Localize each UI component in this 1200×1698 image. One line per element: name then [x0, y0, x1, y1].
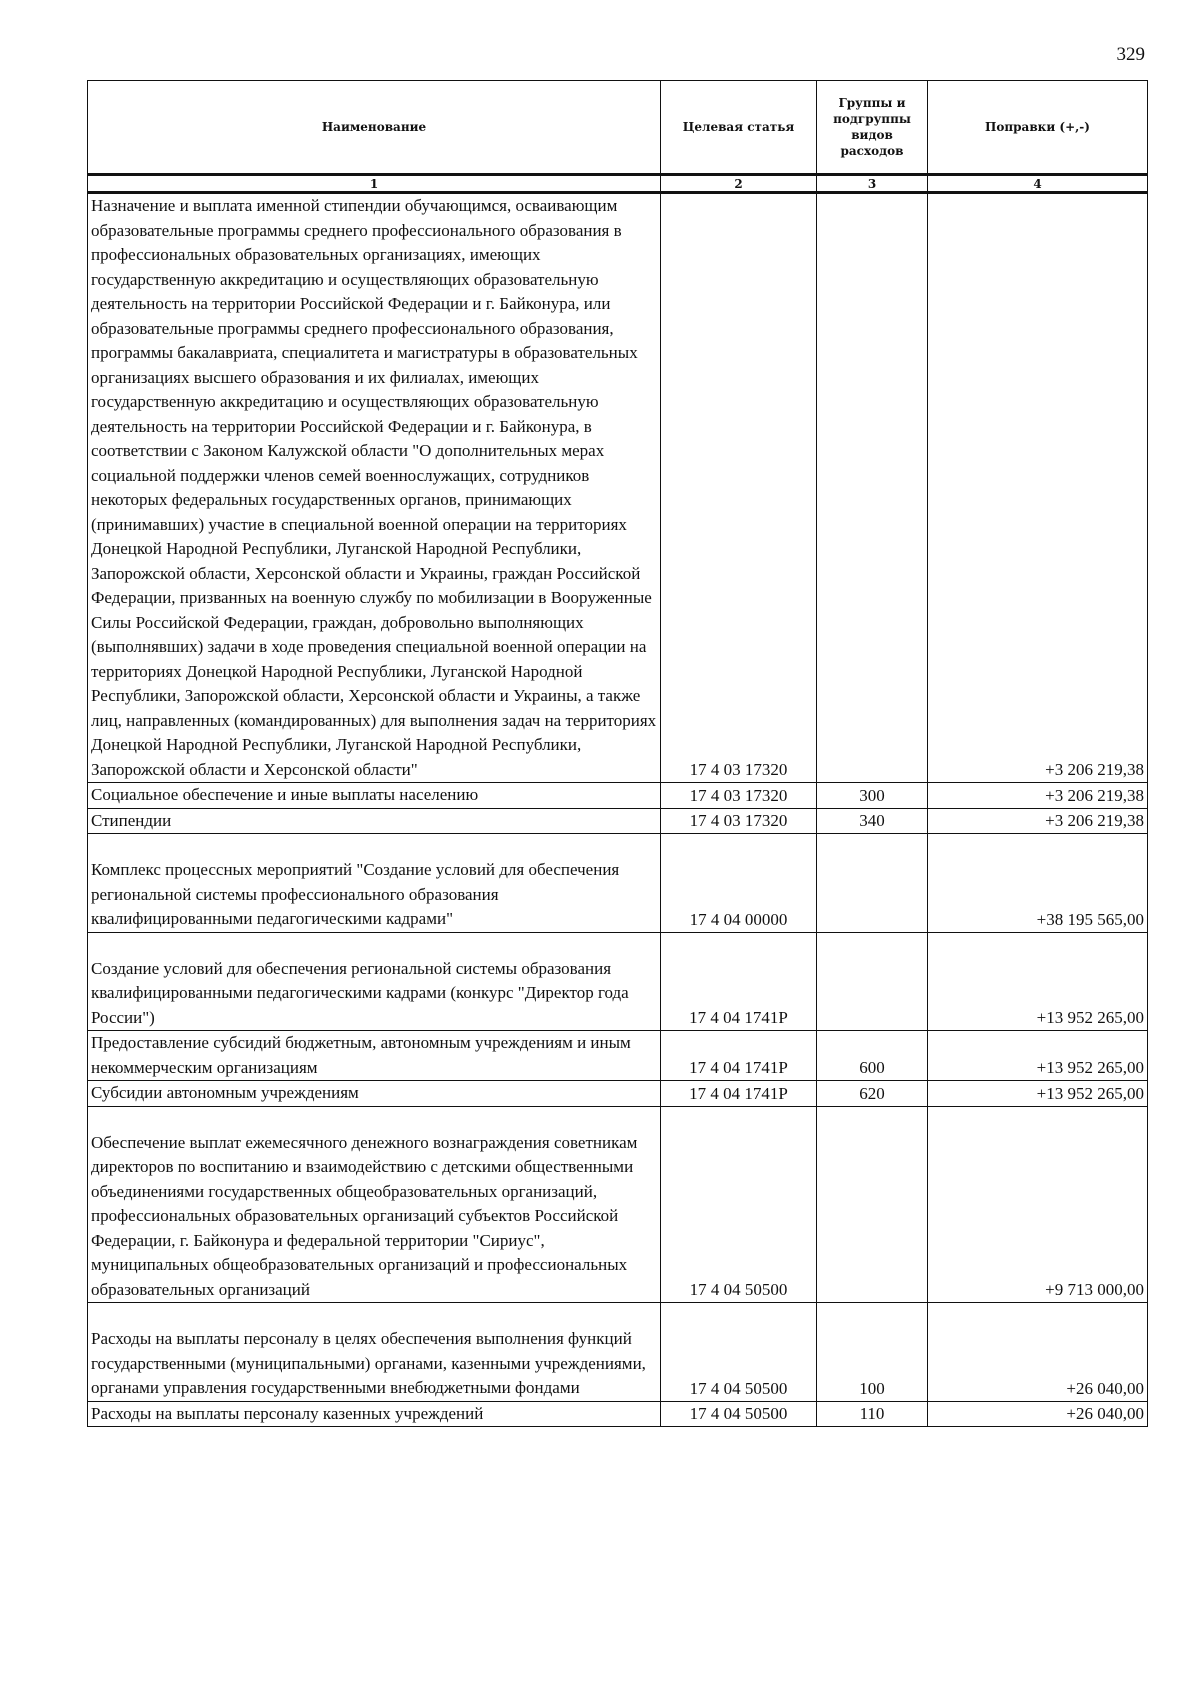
page-number: 329: [1116, 44, 1145, 65]
column-number: 1: [88, 175, 661, 193]
row-amount: +26 040,00: [928, 1401, 1148, 1427]
header-amendments: Поправки (+,-): [928, 81, 1148, 175]
column-number-row: [88, 175, 1148, 193]
row-amount: +3 206 219,38: [928, 783, 1148, 809]
row-name: Обеспечение выплат ежемесячного денежного вознаграждения советникам директоров по воспитанию и взаимодействию с детскими общественными объединениями государственных общеобразовательных организаций, профессиональных образовательных организаций субъектов Российской Федерации, г. Байконура и федеральной территории "Сириус", муниципальных общеобразовательных организаций и профессиональных образовательных организаций: [88, 1106, 661, 1303]
row-expense-group: 620: [817, 1081, 928, 1107]
row-name: Стипендии: [88, 808, 661, 834]
row-target-article: 17 4 04 1741Р: [661, 1031, 817, 1081]
row-amount: +13 952 265,00: [928, 1081, 1148, 1107]
column-number: 3: [817, 175, 928, 193]
table-row: [88, 783, 1148, 809]
table-row: [88, 834, 1148, 933]
row-target-article: 17 4 04 1741Р: [661, 932, 817, 1031]
table-row: [88, 1031, 1148, 1081]
row-name: Предоставление субсидий бюджетным, автономным учреждениям и иным некоммерческим организациям: [88, 1031, 661, 1081]
header-name: Наименование: [88, 81, 661, 175]
row-name: Расходы на выплаты персоналу в целях обеспечения выполнения функций государственными (муниципальными) органами, казенными учреждениями, органами управления государственными внебюджетными фондами: [88, 1303, 661, 1402]
row-target-article: 17 4 03 17320: [661, 193, 817, 783]
row-target-article: 17 4 04 50500: [661, 1303, 817, 1402]
row-name: Субсидии автономным учреждениям: [88, 1081, 661, 1107]
row-amount: +9 713 000,00: [928, 1106, 1148, 1303]
table-row: [88, 1081, 1148, 1107]
row-name: Создание условий для обеспечения региональной системы образования квалифицированными педагогическими кадрами (конкурс "Директор года России"): [88, 932, 661, 1031]
table-row: [88, 193, 1148, 783]
row-expense-group: 600: [817, 1031, 928, 1081]
row-amount: +3 206 219,38: [928, 193, 1148, 783]
row-name: Социальное обеспечение и иные выплаты населению: [88, 783, 661, 809]
row-target-article: 17 4 04 50500: [661, 1401, 817, 1427]
row-amount: +3 206 219,38: [928, 808, 1148, 834]
table-row: [88, 808, 1148, 834]
row-amount: +13 952 265,00: [928, 932, 1148, 1031]
row-target-article: 17 4 03 17320: [661, 783, 817, 809]
row-target-article: 17 4 04 1741Р: [661, 1081, 817, 1107]
column-number: 4: [928, 175, 1148, 193]
table-row: [88, 1106, 1148, 1303]
row-amount: +26 040,00: [928, 1303, 1148, 1402]
row-target-article: 17 4 04 50500: [661, 1106, 817, 1303]
header-row: [88, 81, 1148, 175]
column-number: 2: [661, 175, 817, 193]
row-expense-group: 340: [817, 808, 928, 834]
row-expense-group: 100: [817, 1303, 928, 1402]
row-amount: +38 195 565,00: [928, 834, 1148, 933]
row-target-article: 17 4 04 00000: [661, 834, 817, 933]
row-amount: +13 952 265,00: [928, 1031, 1148, 1081]
header-expense-group: Группы и подгруппы видов расходов: [817, 81, 928, 175]
budget-table: [87, 80, 1148, 1427]
table-row: [88, 932, 1148, 1031]
header-target-article: Целевая статья: [661, 81, 817, 175]
row-expense-group: [817, 932, 928, 1031]
row-name: Расходы на выплаты персоналу казенных учреждений: [88, 1401, 661, 1427]
row-name: Назначение и выплата именной стипендии обучающимся, осваивающим образовательные программы среднего профессионального образования в профессиональных образовательных организациях, имеющих государственную аккредитацию и осуществляющих образовательную деятельность на территории Российской Федерации и г. Байконура, или образовательные программы среднего профессионального образования, программы бакалавриата, специалитета и магистратуры в образовательных организациях высшего образования и их филиалах, имеющих государственную аккредитацию и осуществляющих образовательную деятельность на территории Российской Федерации и г. Байконура, в соответствии с Законом Калужской области "О дополнительных мерах социальной поддержки членов семей военнослужащих, сотрудников некоторых федеральных государственных органов, принимающих (принимавших) участие в специальной военной операции на территориях Донецкой Народной Республики, Луганской Народной Республики, Запорожской области, Херсонской области и Украины, граждан Российской Федерации, призванных на военную службу по мобилизации в Вооруженные Силы Российской Федерации, граждан, добровольно выполняющих (выполнявших) задачи в ходе проведения специальной военной операции на территориях Донецкой Народной Республики, Луганской Народной Республики, Запорожской области, Херсонской области и Украины, а также лиц, направленных (командированных) для выполнения задач на территориях Донецкой Народной Республики, Луганской Народной Республики, Запорожской области и Херсонской области": [88, 193, 661, 783]
row-expense-group: [817, 1106, 928, 1303]
row-name: Комплекс процессных мероприятий "Создание условий для обеспечения региональной системы профессионального образования квалифицированными педагогическими кадрами": [88, 834, 661, 933]
row-expense-group: 110: [817, 1401, 928, 1427]
row-target-article: 17 4 03 17320: [661, 808, 817, 834]
row-expense-group: [817, 834, 928, 933]
row-expense-group: [817, 193, 928, 783]
row-expense-group: 300: [817, 783, 928, 809]
table-row: [88, 1303, 1148, 1402]
table-row: [88, 1401, 1148, 1427]
